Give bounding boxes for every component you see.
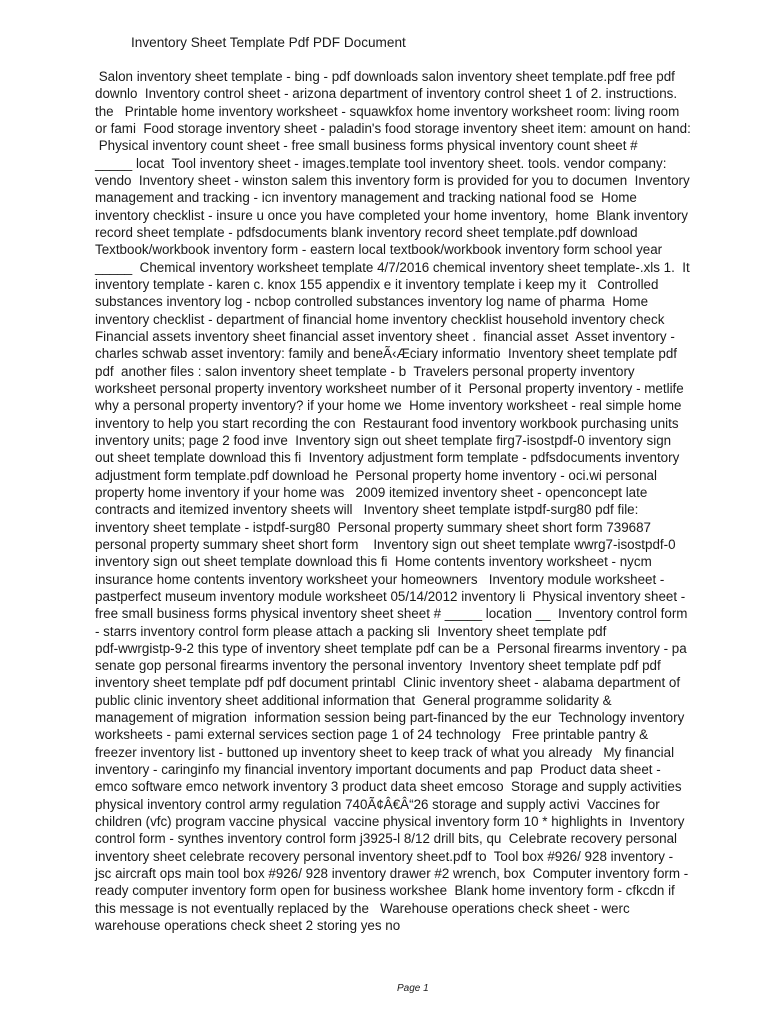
body-text-line: Financial assets inventory sheet financial asset inventory sheet . financial asset Asset inventory -: [95, 328, 675, 344]
body-text-line: inventory sheet template - istpdf-surg80 Personal property summary sheet short form 739687: [95, 519, 651, 535]
body-text-line: inventory units; page 2 food inve Inventory sign out sheet template firg7-isostpdf-0 inventory sign: [95, 432, 672, 448]
body-text-line: freezer inventory list - buttoned up inventory sheet to keep track of what you already My financial: [95, 744, 675, 760]
body-text-line: inventory - caringinfo my financial inventory important documents and pap Product data sheet -: [95, 762, 661, 778]
body-text-line: warehouse operations check sheet 2 storing yes no: [95, 918, 401, 934]
body-text-line: record sheet template - pdfsdocuments blank inventory record sheet template.pdf download: [95, 224, 638, 240]
body-text-line: public clinic inventory sheet additional information that General programme solidarity &: [95, 692, 612, 708]
body-text-line: physical inventory control army regulation 740Ã¢Â€Â“26 storage and supply activi Vaccines for: [95, 796, 660, 812]
body-text-line: downlo Inventory control sheet - arizona department of inventory control sheet 1 of 2. instructions.: [95, 86, 678, 102]
body-text-line: inventory checklist - department of financial home inventory checklist household inventory check: [95, 311, 665, 327]
body-text-line: management of migration information session being part-financed by the eur Technology inventory: [95, 710, 685, 726]
body-text-line: worksheet personal property inventory worksheet number of it Personal property inventory - metlife: [95, 380, 684, 396]
body-text-line: jsc aircraft ops main tool box #926/ 928 inventory drawer #2 wrench, box Computer inventory form -: [95, 866, 689, 882]
body-text-line: this message is not eventually replaced by the Warehouse operations check sheet - werc: [95, 900, 630, 916]
body-text-line: _____ locat Tool inventory sheet - images.template tool inventory sheet. tools. vendor company:: [95, 155, 667, 171]
page-number: Page 1: [397, 983, 429, 994]
body-text-line: substances inventory log - ncbop controlled substances inventory log name of pharma Home: [95, 294, 649, 310]
body-text-line: why a personal property inventory? if your home we Home inventory worksheet - real simple home: [95, 398, 682, 414]
body-text-line: or fami Food storage inventory sheet - paladin's food storage inventory sheet item: amount on hand:: [95, 120, 691, 136]
body-text-line: - starrs inventory control form please attach a packing sli Inventory sheet template pdf: [95, 623, 607, 639]
body-text-line: control form - synthes inventory control form j3925-l 8/12 drill bits, qu Celebrate recovery personal: [95, 831, 678, 847]
body-text-line: out sheet template download this fi Inventory adjustment form template - pdfsdocuments inventory: [95, 450, 680, 466]
body-text-line: pdf another files : salon inventory sheet template - b Travelers personal property inventory: [95, 363, 635, 379]
body-text-line: worksheets - pami external services section page 1 of 24 technology Free printable pantry &: [95, 727, 649, 743]
body-text-line: inventory sheet template pdf pdf document printabl Clinic inventory sheet - alabama department of: [95, 675, 681, 691]
body-text-line: Physical inventory count sheet - free small business forms physical inventory count sheet #: [95, 138, 638, 154]
body-text-line: inventory checklist - insure u once you have completed your home inventory, home Blank inventory: [95, 207, 688, 223]
body-text-line: adjustment form template.pdf download he Personal property home inventory - oci.wi personal: [95, 467, 657, 483]
document-body: [95, 68, 735, 934]
body-text-line: Salon inventory sheet template - bing - pdf downloads salon inventory sheet template.pdf free pdf: [95, 69, 675, 84]
body-text-line: management and tracking - icn inventory management and tracking national food se Home: [95, 190, 637, 206]
body-text-line: personal property summary sheet short form Inventory sign out sheet template wwrg7-isostpdf-0: [95, 536, 676, 552]
body-text-line: contracts and itemized inventory sheets will Inventory sheet template istpdf-surg80 pdf file:: [95, 502, 639, 518]
document-title: Inventory Sheet Template Pdf PDF Document: [131, 35, 406, 50]
body-text-line: ready computer inventory form open for business workshee Blank home inventory form - cfkcdn if: [95, 883, 675, 899]
body-text-line: inventory sheet celebrate recovery personal inventory sheet.pdf to Tool box #926/ 928 inventory -: [95, 848, 674, 864]
body-text-line: property home inventory if your home was 2009 itemized inventory sheet - openconcept late: [95, 484, 648, 500]
body-text-line: pdf-wwrgistp-9-2 this type of inventory sheet template pdf can be a Personal firearms inventory - pa: [95, 640, 687, 656]
body-text-line: vendo Inventory sheet - winston salem this inventory form is provided for you to documen Inventory: [95, 172, 690, 188]
body-text-line: senate gop personal firearms inventory the personal inventory Inventory sheet template pdf pdf: [95, 658, 661, 674]
body-text-line: _____ Chemical inventory worksheet template 4/7/2016 chemical inventory sheet template-.xls 1. It: [95, 259, 690, 275]
body-text-line: the Printable home inventory worksheet - squawkfox home inventory worksheet room: living room: [95, 103, 680, 119]
body-text-line: pastperfect museum inventory module worksheet 05/14/2012 inventory li Physical inventory sheet -: [95, 588, 686, 604]
body-text-line: charles schwab asset inventory: family and beneÃ‹Æciary informatio Inventory sheet template pdf: [95, 346, 678, 362]
body-text-line: insurance home contents inventory worksheet your homeowners Inventory module worksheet -: [95, 571, 665, 587]
body-text-line: free small business forms physical inventory sheet sheet # _____ location __ Inventory control form: [95, 606, 688, 622]
body-text-line: inventory sign out sheet template download this fi Home contents inventory worksheet - nycm: [95, 554, 652, 570]
body-text-line: inventory to help you start recording the con Restaurant food inventory workbook purchasing units: [95, 415, 679, 431]
body-text-line: children (vfc) program vaccine physical vaccine physical inventory form 10 * highlights in Inventory: [95, 814, 685, 830]
body-text-line: emco software emco network inventory 3 product data sheet emcoso Storage and supply activities: [95, 779, 682, 795]
body-text-line: Textbook/workbook inventory form - eastern local textbook/workbook inventory form school year: [95, 242, 663, 258]
body-text-line: inventory template - karen c. knox 155 appendix e it inventory template i keep my it Controlled: [95, 276, 659, 292]
